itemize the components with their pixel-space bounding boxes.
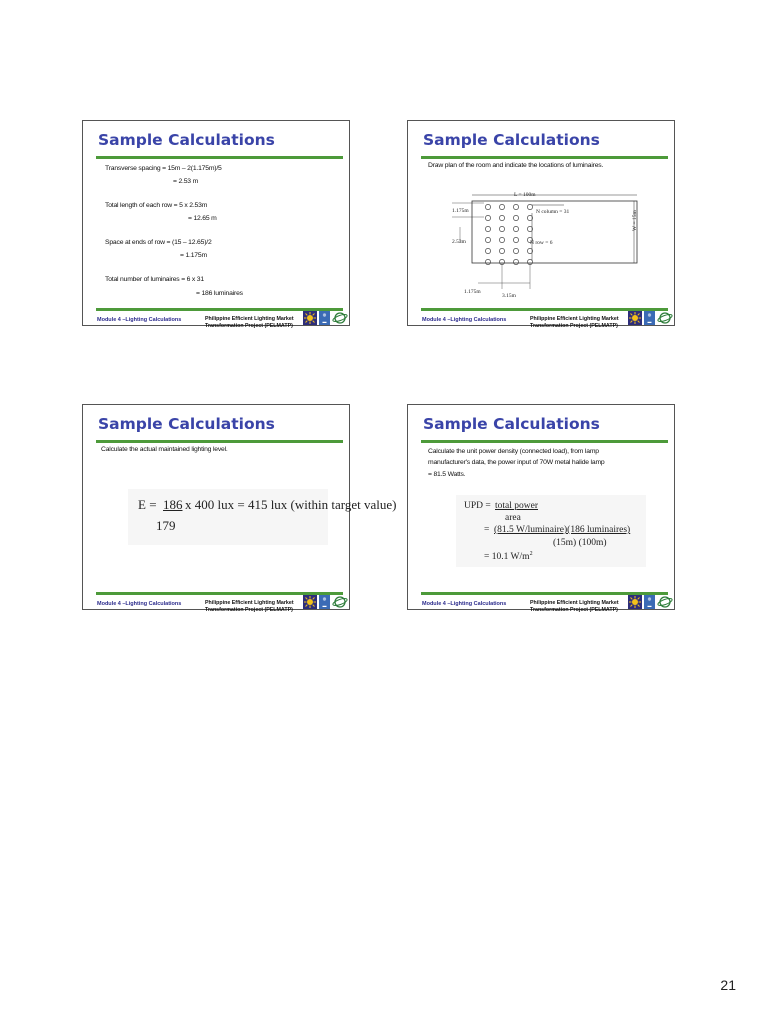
project-line-1: Philippine Efficient Lighting Market xyxy=(205,600,294,606)
instruction-line: Calculate the actual maintained lighting level. xyxy=(101,446,228,453)
column-spacing-label: 3.15m xyxy=(502,293,516,299)
sun-logo-icon xyxy=(628,311,642,325)
project-label xyxy=(205,600,294,614)
project-line-2: Transformation Project (PELMATP) xyxy=(205,607,293,613)
luminaire-marker xyxy=(513,226,518,231)
un-logo-icon: ◎ ▬ xyxy=(319,595,330,609)
footer-logos xyxy=(303,311,348,325)
footer-logos xyxy=(628,311,673,325)
formula-denominator: 179 xyxy=(156,518,176,533)
luminaire-marker xyxy=(499,237,504,242)
module-label: Module 4 –Lighting Calculations xyxy=(97,601,182,607)
row-spacing-label: 2.53m xyxy=(452,239,466,245)
project-line-2: Transformation Project (PELMATP) xyxy=(205,323,293,329)
bottom-offset-label: 1.175m xyxy=(464,289,481,295)
project-label xyxy=(205,316,294,330)
formula-rest: x 400 lux = 415 lux (within target value) xyxy=(185,497,397,512)
luminaire-marker xyxy=(527,204,532,209)
calc-line: = 2.53 m xyxy=(173,178,199,185)
slide-2 xyxy=(407,120,675,329)
title-divider xyxy=(421,440,668,443)
orbit-logo-icon xyxy=(332,311,348,325)
luminaire-marker xyxy=(513,237,518,242)
instruction-line: Calculate the unit power density (connected load), from lamp xyxy=(428,448,599,455)
formula-numerator: 186 xyxy=(163,497,183,512)
rows-label: N row = 6 xyxy=(530,240,553,246)
luminaire-marker xyxy=(513,215,518,220)
upd-result xyxy=(484,551,533,562)
module-label: Module 4 –Lighting Calculations xyxy=(422,317,507,323)
equals-sign: = xyxy=(484,525,490,535)
luminaire-marker xyxy=(485,204,490,209)
instruction-line: Draw plan of the room and indicate the locations of luminaires. xyxy=(428,162,604,169)
slide-1 xyxy=(82,120,350,329)
sun-logo-icon xyxy=(303,595,317,609)
project-line-1: Philippine Efficient Lighting Market xyxy=(205,316,294,322)
luminaire-grid xyxy=(485,204,532,264)
left-offset-label: 1.175m xyxy=(452,208,469,214)
sun-logo-icon xyxy=(303,311,317,325)
title-divider xyxy=(96,156,343,159)
calc-line: Total number of luminaires = 6 x 31 xyxy=(105,276,204,283)
luminaire-marker xyxy=(499,226,504,231)
project-line-1: Philippine Efficient Lighting Market xyxy=(530,316,619,322)
orbit-logo-icon xyxy=(332,595,348,609)
luminaire-marker xyxy=(485,248,490,253)
luminaire-marker xyxy=(513,204,518,209)
total-power-label: total power xyxy=(495,501,539,511)
upd-result-value: = 10.1 W/m xyxy=(484,552,530,563)
upd-result-exponent: 2 xyxy=(529,551,533,557)
project-line-2: Transformation Project (PELMATP) xyxy=(530,607,618,613)
footer-logos xyxy=(303,595,348,609)
slide-title: Sample Calculations xyxy=(423,131,600,149)
upd-label: UPD = xyxy=(464,501,491,511)
upd-denominator: (15m) (100m) xyxy=(553,538,607,548)
un-logo-icon: ◎ ▬ xyxy=(319,311,330,325)
luminaire-marker xyxy=(513,248,518,253)
project-label xyxy=(530,600,619,614)
slide-4 xyxy=(407,404,675,613)
luminaire-marker xyxy=(499,248,504,253)
slide-title: Sample Calculations xyxy=(98,415,275,433)
module-label: Module 4 –Lighting Calculations xyxy=(422,601,507,607)
orbit-logo-icon xyxy=(657,595,673,609)
title-divider xyxy=(96,440,343,443)
formula-lhs: E = xyxy=(138,497,157,512)
luminaire-marker xyxy=(499,204,504,209)
instruction-line: = 81.5 Watts. xyxy=(428,471,466,478)
calc-line: = 12.65 m xyxy=(188,215,217,222)
calc-line: = 1.175m xyxy=(180,252,207,259)
footer-logos xyxy=(628,595,673,609)
area-label: area xyxy=(505,513,521,523)
calc-line: Total length of each row = 5 x 2.53m xyxy=(105,202,208,209)
slide-title: Sample Calculations xyxy=(98,131,275,149)
project-label xyxy=(530,316,619,330)
luminaire-marker xyxy=(513,259,518,264)
luminaire-marker xyxy=(485,215,490,220)
columns-label: N column = 31 xyxy=(536,209,570,215)
project-line-2: Transformation Project (PELMATP) xyxy=(530,323,618,329)
un-logo-icon: ◎ ▬ xyxy=(644,595,655,609)
calc-line: Transverse spacing = 15m – 2(1.175m)/5 xyxy=(105,165,222,172)
orbit-logo-icon xyxy=(657,311,673,325)
un-logo-icon: ◎ ▬ xyxy=(644,311,655,325)
sun-logo-icon xyxy=(628,595,642,609)
luminaire-marker xyxy=(485,237,490,242)
upd-numerator: (81.5 W/luminaire)(186 luminaires) xyxy=(494,525,631,535)
luminaire-marker xyxy=(485,226,490,231)
page-number: 21 xyxy=(720,977,736,993)
slide-3 xyxy=(82,404,397,613)
module-label: Module 4 –Lighting Calculations xyxy=(97,317,182,323)
project-line-1: Philippine Efficient Lighting Market xyxy=(530,600,619,606)
luminaire-marker xyxy=(499,215,504,220)
instruction-line: manufacturer's data, the power input of 70W metal halide lamp xyxy=(428,459,605,466)
luminaire-marker xyxy=(485,259,490,264)
length-label: L = 100m xyxy=(514,192,536,198)
title-divider xyxy=(421,156,668,159)
slide-title: Sample Calculations xyxy=(423,415,600,433)
calc-line: = 186 luminaires xyxy=(196,290,243,297)
width-label: W = 15m xyxy=(632,210,638,231)
calc-line: Space at ends of row = (15 – 12.65)/2 xyxy=(105,239,212,246)
